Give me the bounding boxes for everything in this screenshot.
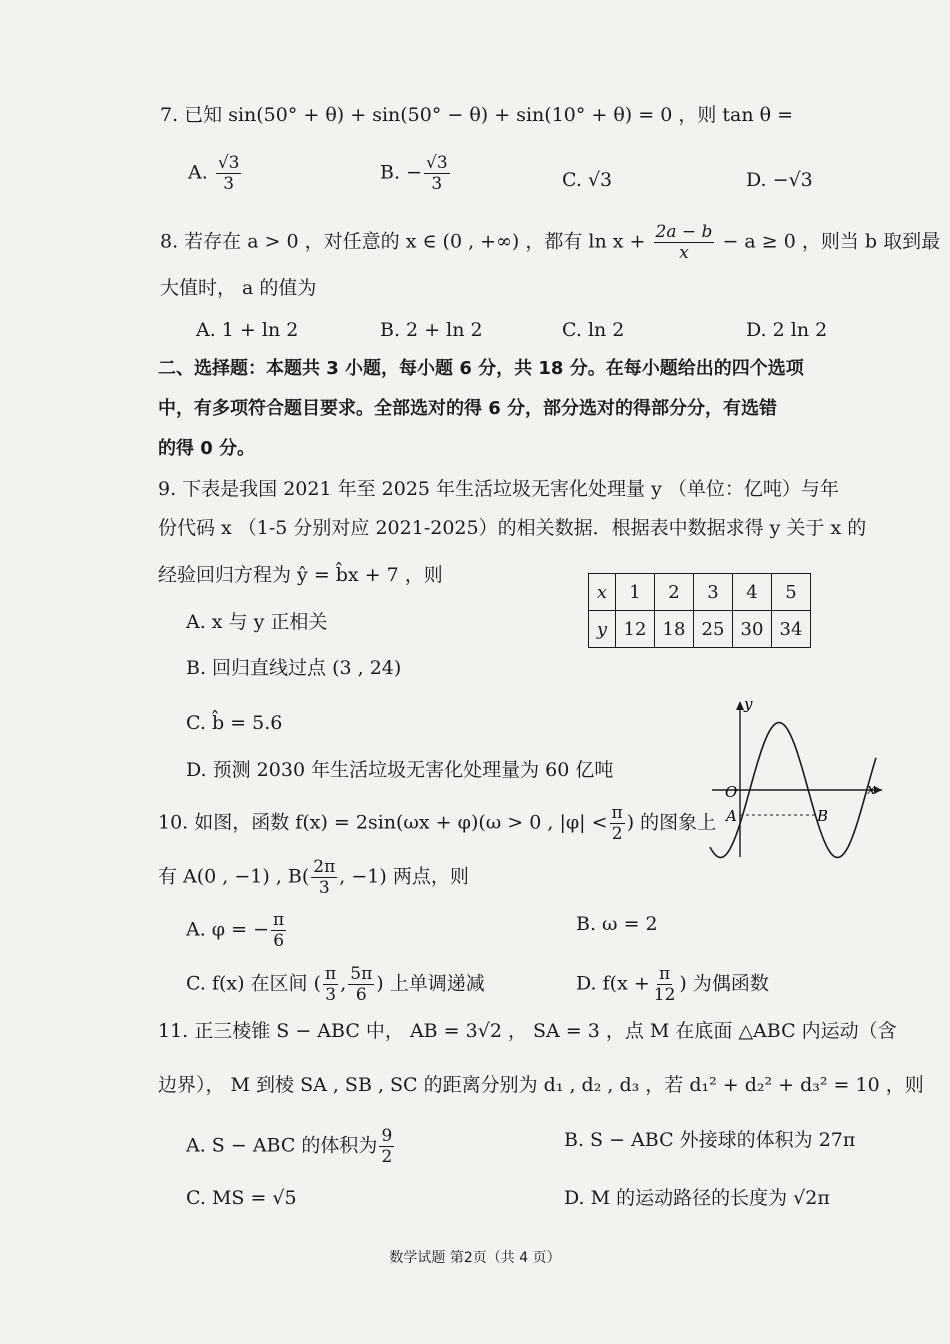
table-cell: 30 <box>733 611 772 648</box>
q7-option-c: C. √3 <box>562 169 613 191</box>
q11-line2: 边界）， M 到棱 SA , SB , SC 的距离分别为 d₁ , d₂ , d₃ ，若 d₁² + d₂² + d₃² = 10 ，则 <box>158 1074 924 1096</box>
q9-option-a: A. x 与 y 正相关 <box>186 611 328 633</box>
q8-stem: 8. 若存在 a > 0 ，对任意的 x ∈ (0 , +∞) ，都有 ln x + $\frac{2a - b}{x}$ − a ≥ 0 ，则当 b 取到最 <box>160 222 941 263</box>
table-cell: 4 <box>733 574 772 611</box>
q9-line2: 份代码 x （1-5 分别对应 2021-2025）的相关数据．根据表中数据求得 y 关于 x 的 <box>158 517 867 539</box>
y-axis-arrow <box>736 701 744 710</box>
table-header-y: y <box>589 611 616 648</box>
q7-option-a: A. $\frac{√3}{3}$ <box>188 153 240 194</box>
q9-data-table <box>588 573 811 648</box>
table-cell: 25 <box>694 611 733 648</box>
table-cell: 3 <box>694 574 733 611</box>
q10-sine-graph <box>706 697 888 863</box>
section2-line3: 的得 0 分。 <box>158 438 256 459</box>
q10-stem: 10. 如图，函数 f(x) = 2sin(ωx + φ)(ω > 0 , |φ| < $\frac{\pi}{2}$ ) 的图象上 <box>158 803 717 844</box>
q8-stem-line2: 大值时， a 的值为 <box>160 277 317 299</box>
table-header-x: x <box>589 574 616 611</box>
q8-option-c: C. ln 2 <box>562 319 625 341</box>
q9-line1: 9. 下表是我国 2021 年至 2025 年生活垃圾无害化处理量 y （单位：亿吨）与年 <box>158 478 839 500</box>
q8-option-d: D. 2 ln 2 <box>746 319 828 341</box>
section2-line2: 中，有多项符合题目要求。全部选对的得 6 分，部分选对的得部分分，有选错 <box>158 398 778 419</box>
table-cell: 1 <box>616 574 655 611</box>
q9-option-c: C. b̂ = 5.6 <box>186 712 283 734</box>
q10-stem-line2: 有 A(0 , −1) , B( $\frac{2\pi}{3}$ , −1) 两点，则 <box>158 857 469 898</box>
page-footer: 数学试题 第2页（共 4 页） <box>389 1250 561 1266</box>
graph-x-label: x <box>867 780 876 798</box>
graph-origin-label: O <box>725 783 738 801</box>
q10-option-b: B. ω = 2 <box>576 913 658 935</box>
q9-option-b: B. 回归直线过点 (3 , 24) <box>186 657 402 679</box>
table-cell: 2 <box>655 574 694 611</box>
q10-option-d: D. f(x + $\frac{\pi}{12}$ ) 为偶函数 <box>576 964 769 1005</box>
table-cell: 12 <box>616 611 655 648</box>
graph-point-b-label: B <box>817 807 829 825</box>
q11-line1: 11. 正三棱锥 S − ABC 中， AB = 3√2 ， SA = 3 ，点 M 在底面 △ABC 内运动（含 <box>158 1020 897 1042</box>
q7-option-d: D. −√3 <box>746 169 813 191</box>
table-row-x <box>589 574 811 611</box>
q9-line3: 经验回归方程为 ŷ = b̂x + 7 ，则 <box>158 564 443 586</box>
q7-option-b: B. − $\frac{√3}{3}$ <box>380 153 448 194</box>
q10-option-a: A. φ = − $\frac{\pi}{6}$ <box>186 910 285 951</box>
q11-option-c: C. MS = √5 <box>186 1187 297 1209</box>
q8-option-a: A. 1 + ln 2 <box>196 319 299 341</box>
table-cell: 18 <box>655 611 694 648</box>
table-row-y <box>589 611 811 648</box>
section2-line1: 二、选择题：本题共 3 小题，每小题 6 分，共 18 分。在每小题给出的四个选项 <box>158 358 804 379</box>
q11-option-b: B. S − ABC 外接球的体积为 27π <box>564 1129 856 1151</box>
q11-option-a: A. S − ABC 的体积为 $\frac{9}{2}$ <box>186 1126 393 1167</box>
q8-option-b: B. 2 + ln 2 <box>380 319 483 341</box>
q9-option-d: D. 预测 2030 年生活垃圾无害化处理量为 60 亿吨 <box>186 759 614 781</box>
table-cell: 5 <box>772 574 811 611</box>
q7-stem: 7. 已知 sin(50° + θ) + sin(50° − θ) + sin(10° + θ) = 0 ，则 tan θ = <box>160 104 794 126</box>
graph-point-a-label: A <box>726 807 737 825</box>
q10-option-c: C. f(x) 在区间 ( $\frac{\pi}{3}$ , $\frac{5\pi}{6}$ ) 上单调递减 <box>186 964 485 1005</box>
table-cell: 34 <box>772 611 811 648</box>
graph-y-label: y <box>744 697 753 713</box>
q11-option-d: D. M 的运动路径的长度为 √2π <box>564 1187 830 1209</box>
